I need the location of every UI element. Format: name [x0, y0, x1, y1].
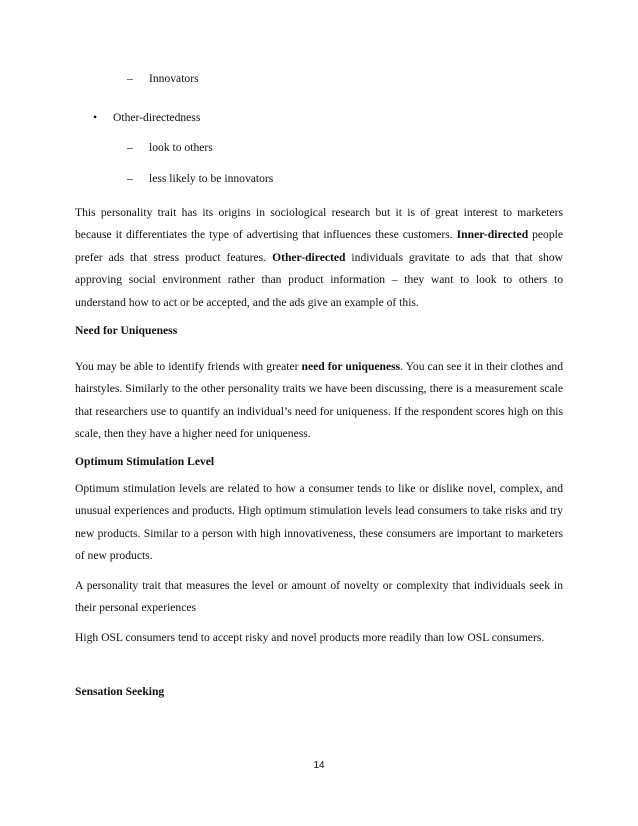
page-number: 14	[313, 760, 325, 771]
bullet-marker: •	[93, 111, 98, 124]
list-item-text: Innovators	[149, 72, 199, 85]
paragraph-uniqueness	[75, 356, 563, 446]
heading-optimum-stimulation-level: Optimum Stimulation Level	[75, 455, 215, 468]
list-item-look-to-others	[127, 141, 213, 155]
list-item-other-directedness	[93, 111, 200, 125]
dash-marker: –	[127, 72, 133, 85]
list-item-text: Other-directedness	[113, 111, 201, 124]
heading-need-for-uniqueness: Need for Uniqueness	[75, 324, 178, 337]
paragraph-text: people prefer ads that stress product features.	[75, 228, 563, 264]
list-item-text: less likely to be innovators	[149, 172, 274, 185]
paragraph-personality-trait: A personality trait that measures the level or amount of novelty or complexity that individuals seek in their personal experiences	[75, 579, 563, 615]
list-item-less-likely	[127, 172, 273, 186]
paragraph-high-osl: High OSL consumers tend to accept risky and novel products more readily than low OSL consumers.	[75, 631, 545, 644]
list-item-text: look to others	[149, 141, 213, 154]
term-need-for-uniqueness: need for uniqueness	[301, 360, 401, 373]
list-item-innovators	[127, 72, 199, 86]
paragraph-text: individuals gravitate to ads that that show approving social environment rather than product information – they want to look to others to understand how to act or be accepted, and the ads give an example of this.	[75, 250, 564, 309]
paragraph-text: This personality trait has its origins in sociological research but it is of great interest to marketers because it differentiates the type of advertising that influences these customers.	[75, 206, 563, 242]
dash-marker: –	[127, 141, 133, 154]
paragraph-inner-other-directed	[75, 202, 563, 314]
paragraph-optimum-stimulation: Optimum stimulation levels are related to how a consumer tends to like or dislike novel, complex, and unusual experiences and products. High optimum stimulation levels lead consumers to take risks and try new products. Similar to a person with high innovativeness, these consumers are important to marketers of new products.	[75, 482, 563, 563]
term-inner-directed: Inner-directed	[456, 228, 529, 242]
paragraph-text: You may be able to identify friends with greater	[75, 360, 302, 373]
dash-marker: –	[127, 172, 133, 185]
heading-sensation-seeking: Sensation Seeking	[75, 685, 165, 698]
term-other-directed: Other-directed	[272, 250, 346, 264]
paragraph-text: . You can see it in their clothes and hairstyles. Similarly to the other personality traits we have been discussing, there is a measurement scale that researchers use to quantify an individual’s need for uniqueness. If the respondent scores high on this scale, then they have a higher need for uniqueness.	[75, 360, 564, 441]
